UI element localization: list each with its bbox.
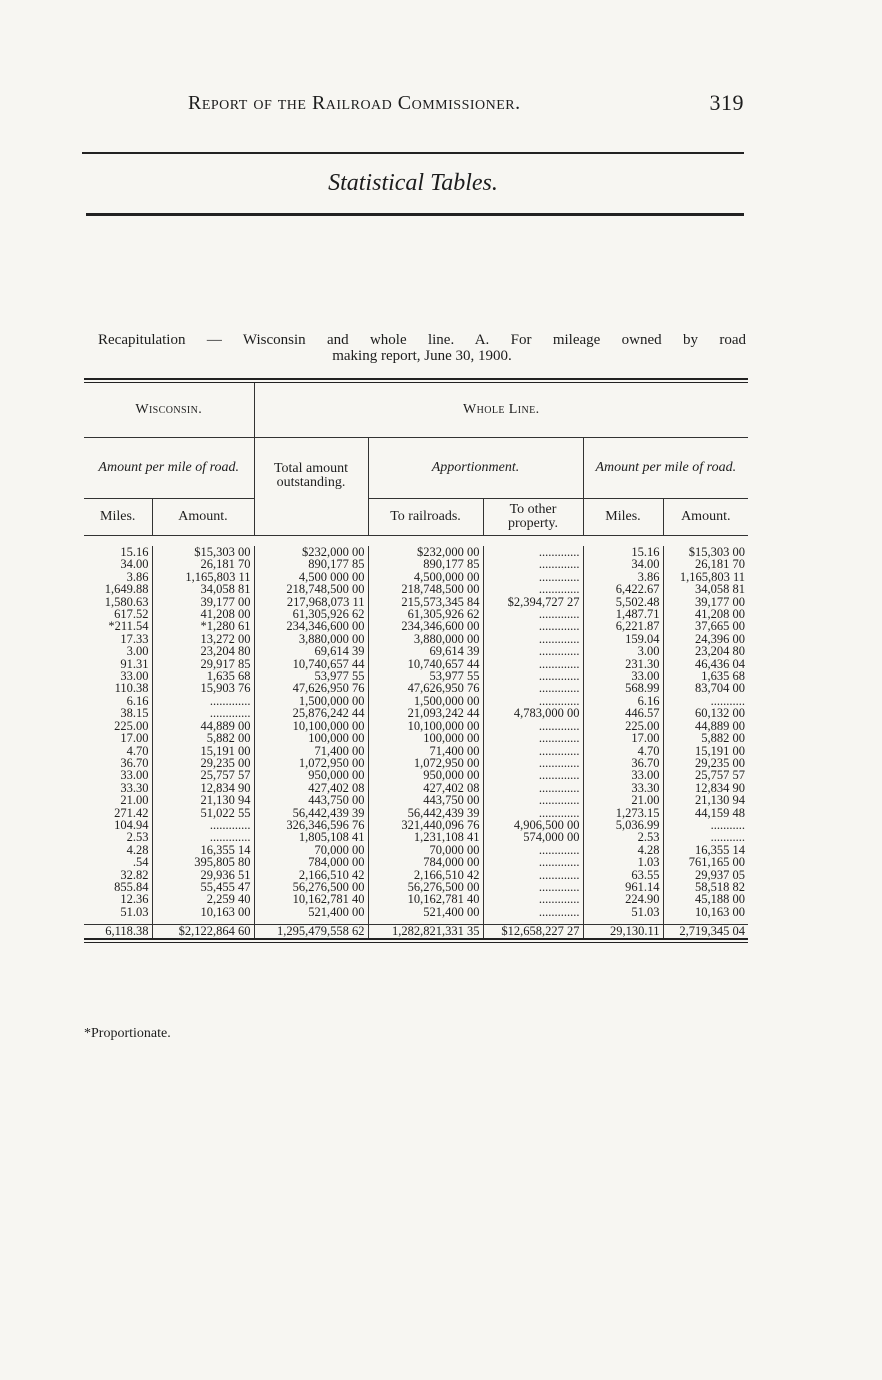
- table-cell: 4.28: [583, 844, 663, 856]
- header-apportionment: Apportionment.: [368, 438, 583, 499]
- table-row: [84, 769, 748, 781]
- table-cell: 1,805,108 41: [254, 831, 368, 843]
- table-cell: .............: [483, 658, 583, 670]
- table-cell: 100,000 00: [254, 732, 368, 744]
- recapitulation-table: [84, 383, 748, 938]
- table-cell: 34,058 81: [663, 583, 748, 595]
- table-cell: 784,000 00: [368, 856, 483, 868]
- table-cell: 61,305,926 62: [368, 608, 483, 620]
- table-cell: 1,649.88: [104, 582, 149, 597]
- table-cell: 4.70: [583, 745, 663, 757]
- table-cell: 70,000 00: [254, 844, 368, 856]
- table-cell: 39,177 00: [152, 596, 254, 608]
- table-bottom-rule: [84, 938, 748, 943]
- table-cell: 3,880,000 00: [368, 633, 483, 645]
- table-cell: 961.14: [583, 881, 663, 893]
- table-cell: 37,665 00: [663, 620, 748, 632]
- table-cell: 21,130 94: [663, 794, 748, 806]
- table-cell: 890,177 85: [254, 558, 368, 570]
- table-cell: 36.70: [583, 757, 663, 769]
- table-cell: 10,740,657 44: [368, 658, 483, 670]
- table-cell: .............: [152, 707, 254, 719]
- table-cell: 1,273.15: [583, 807, 663, 819]
- table-cell: 34.00: [583, 558, 663, 570]
- table-cell: 4.28: [126, 842, 149, 857]
- table-cell: 224.90: [583, 893, 663, 905]
- table-cell: 443,750 00: [254, 794, 368, 806]
- table-cell: 53,977 55: [254, 670, 368, 682]
- table-cell: 6,422.67: [583, 583, 663, 595]
- table-cell: 2,166,510 42: [254, 869, 368, 881]
- table-cell: 60,132 00: [663, 707, 748, 719]
- table-cell: .............: [483, 881, 583, 893]
- table-cell: 6.16: [126, 693, 149, 708]
- table-cell: 44,889 00: [663, 720, 748, 732]
- table-cell: 1,500,000 00: [254, 695, 368, 707]
- total-cell: $2,122,864 60: [152, 925, 254, 938]
- header-miles-whole: Miles.: [583, 499, 663, 536]
- table-cell: 950,000 00: [254, 769, 368, 781]
- table-cell: 443,750 00: [368, 794, 483, 806]
- table-cell: 32.82: [120, 867, 149, 882]
- table-cell: 10,163 00: [152, 906, 254, 918]
- table-cell: 15.16: [583, 546, 663, 558]
- table-cell: 761,165 00: [663, 856, 748, 868]
- table-cell: 12.36: [120, 892, 149, 907]
- table-cell: .............: [483, 695, 583, 707]
- table-cell: 34,058 81: [152, 583, 254, 595]
- table-cell: 321,440,096 76: [368, 819, 483, 831]
- header-amount-per-mile: Amount per mile of road.: [84, 438, 254, 499]
- table-cell: 38.15: [120, 706, 149, 721]
- table-cell: 6.16: [583, 695, 663, 707]
- table-cell: 26,181 70: [663, 558, 748, 570]
- table-cell: 890,177 85: [368, 558, 483, 570]
- table-cell: 4,906,500 00: [483, 819, 583, 831]
- table-cell: 784,000 00: [254, 856, 368, 868]
- table-cell: 47,626,950 76: [368, 682, 483, 694]
- total-cell: $12,658,227 27: [483, 925, 583, 938]
- table-cell: 1,580.63: [104, 594, 149, 609]
- table-cell: 41,208 00: [663, 608, 748, 620]
- table-cell: .............: [483, 856, 583, 868]
- table-cell: 23,204 80: [663, 645, 748, 657]
- header-miles: Miles.: [84, 499, 152, 536]
- table-cell: .54: [132, 855, 149, 870]
- table-cell: 29,937 05: [663, 869, 748, 881]
- table-cell: .............: [483, 633, 583, 645]
- table-cell: 56,276,500 00: [368, 881, 483, 893]
- table-cell: .............: [483, 583, 583, 595]
- table-cell: 33.00: [583, 769, 663, 781]
- table-cell: 225.00: [583, 720, 663, 732]
- table-cell: 326,346,596 76: [254, 819, 368, 831]
- table-cell: 521,400 00: [368, 906, 483, 918]
- table-cell: 10,162,781 40: [254, 893, 368, 905]
- table-cell: 56,276,500 00: [254, 881, 368, 893]
- table-cell: 25,757 57: [152, 769, 254, 781]
- table-cell: 71,400 00: [368, 745, 483, 757]
- table-cell: 3.86: [126, 569, 149, 584]
- total-cell: 1,282,821,331 35: [368, 925, 483, 938]
- table-cell: 15,191 00: [152, 745, 254, 757]
- table-cell: 3,880,000 00: [254, 633, 368, 645]
- table-cell: 12,834 90: [152, 782, 254, 794]
- report-title: Report of the Railroad Commissioner.: [188, 92, 521, 114]
- table-cell: 234,346,600 00: [254, 620, 368, 632]
- table-cell: 51.03: [583, 906, 663, 918]
- table-cell: 10,100,000 00: [254, 720, 368, 732]
- table-cell: 55,455 47: [152, 881, 254, 893]
- table-cell: ...........: [663, 831, 748, 843]
- table-body: [84, 546, 748, 925]
- table-cell: 34.00: [120, 557, 149, 572]
- table-cell: 104.94: [114, 817, 149, 832]
- table-cell: 4,783,000 00: [483, 707, 583, 719]
- table-row: [84, 732, 748, 744]
- table-cell: 1,231,108 41: [368, 831, 483, 843]
- table-cell: 21,130 94: [152, 794, 254, 806]
- header-amount: Amount.: [152, 499, 254, 536]
- table-cell: 45,188 00: [663, 893, 748, 905]
- table-cell: $232,000 00: [368, 546, 483, 558]
- table-cell: 51,022 55: [152, 807, 254, 819]
- table-cell: 159.04: [583, 633, 663, 645]
- table-cell: 36.70: [120, 755, 149, 770]
- table-cell: .............: [483, 844, 583, 856]
- table-cell: 29,235 00: [152, 757, 254, 769]
- table-cell: .............: [483, 893, 583, 905]
- table-cell: 234,346,600 00: [368, 620, 483, 632]
- section-title: Statistical Tables.: [328, 170, 498, 196]
- table-caption: [98, 332, 746, 364]
- table-row: [84, 794, 748, 806]
- total-cell: 6,118.38: [84, 925, 152, 938]
- total-cell: 2,719,345 04: [663, 925, 748, 938]
- table-cell: .............: [483, 645, 583, 657]
- table-cell: .............: [483, 720, 583, 732]
- table-cell: 47,626,950 76: [254, 682, 368, 694]
- table-cell: 15.16: [120, 545, 149, 559]
- table-cell: 56,442,439 39: [254, 807, 368, 819]
- table-cell: 46,436 04: [663, 658, 748, 670]
- table-cell: 100,000 00: [368, 732, 483, 744]
- table-cell: $2,394,727 27: [483, 596, 583, 608]
- table-cell: .............: [483, 558, 583, 570]
- caption-line-1: Recapitulation — Wisconsin and whole line. A. For mileage owned by road: [98, 332, 746, 348]
- table-cell: 25,876,242 44: [254, 707, 368, 719]
- table-cell: .............: [483, 745, 583, 757]
- table-cell: 33.30: [583, 782, 663, 794]
- table-cell: *211.54: [108, 619, 149, 634]
- table-cell: 10,162,781 40: [368, 893, 483, 905]
- header-amount-whole: Amount.: [663, 499, 748, 536]
- table-cell: 56,442,439 39: [368, 807, 483, 819]
- header-wisconsin: Wisconsin.: [135, 402, 203, 417]
- table-cell: 225.00: [114, 718, 149, 733]
- table-cell: .............: [483, 757, 583, 769]
- table-cell: 33.30: [120, 780, 149, 795]
- table-cell: 617.52: [114, 607, 149, 622]
- table-cell: .............: [483, 620, 583, 632]
- table-cell: 855.84: [114, 879, 149, 894]
- table-cell: 446.57: [583, 707, 663, 719]
- table-cell: 33.00: [120, 768, 149, 783]
- table-cell: 29,235 00: [663, 757, 748, 769]
- table-cell: 41,208 00: [152, 608, 254, 620]
- table-row: [84, 620, 748, 632]
- table-cell: .............: [483, 794, 583, 806]
- table-cell: 2.53: [583, 831, 663, 843]
- table-row: [84, 893, 748, 905]
- table-cell: .............: [483, 571, 583, 583]
- total-cell: 1,295,479,558 62: [254, 925, 368, 938]
- table-cell: .............: [483, 906, 583, 918]
- table-cell: 3.00: [126, 644, 149, 659]
- table-cell: 21.00: [120, 793, 149, 808]
- table-cell: 427,402 08: [254, 782, 368, 794]
- table-row: [84, 906, 748, 918]
- table-cell: 13,272 00: [152, 633, 254, 645]
- table-cell: 568.99: [583, 682, 663, 694]
- table-cell: 110.38: [114, 681, 149, 696]
- table-cell: .............: [483, 670, 583, 682]
- table-cell: 4,500 000 00: [254, 571, 368, 583]
- table-cell: $232,000 00: [254, 546, 368, 558]
- table-cell: 33.00: [583, 670, 663, 682]
- table-cell: 15,903 76: [152, 682, 254, 694]
- table-cell: 12,834 90: [663, 782, 748, 794]
- table-cell: 15,191 00: [663, 745, 748, 757]
- header-to-railroads: To railroads.: [368, 499, 483, 536]
- table-cell: 51.03: [120, 904, 149, 919]
- table-cell: 4.70: [126, 743, 149, 758]
- table-cell: .............: [483, 732, 583, 744]
- table-cell: .............: [483, 782, 583, 794]
- table-cell: 3.00: [583, 645, 663, 657]
- table-cell: 215,573,345 84: [368, 596, 483, 608]
- table-cell: 271.42: [114, 805, 149, 820]
- table-cell: 1,635 68: [152, 670, 254, 682]
- table-cell: 1,165,803 11: [152, 571, 254, 583]
- table-cell: 427,402 08: [368, 782, 483, 794]
- table-cell: 83,704 00: [663, 682, 748, 694]
- table-cell: 29,936 51: [152, 869, 254, 881]
- table-cell: 1,635 68: [663, 670, 748, 682]
- table-cell: *1,280 61: [152, 620, 254, 632]
- table-cell: 69,614 39: [254, 645, 368, 657]
- table-cell: 10,100,000 00: [368, 720, 483, 732]
- header-amount-per-mile-whole: Amount per mile of road.: [583, 438, 748, 499]
- footnote: *Proportionate.: [84, 1026, 171, 1041]
- table-cell: 10,163 00: [663, 906, 748, 918]
- table-cell: 44,159 48: [663, 807, 748, 819]
- table-cell: 71,400 00: [254, 745, 368, 757]
- section-rule: [86, 213, 744, 216]
- table-cell: 6,221.87: [583, 620, 663, 632]
- table-cell: 3.86: [583, 571, 663, 583]
- table-cell: .............: [483, 769, 583, 781]
- table-cell: $15,303 00: [152, 546, 254, 558]
- page-number: 319: [709, 90, 744, 115]
- table-cell: 39,177 00: [663, 596, 748, 608]
- table-row: [84, 682, 748, 694]
- table-cell: .............: [483, 608, 583, 620]
- table-cell: .............: [483, 546, 583, 558]
- table-cell: 53,977 55: [368, 670, 483, 682]
- table-cell: .............: [483, 869, 583, 881]
- table-cell: 61,305,926 62: [254, 608, 368, 620]
- table-cell: 23,204 80: [152, 645, 254, 657]
- table-cell: .............: [483, 682, 583, 694]
- table-cell: .............: [152, 831, 254, 843]
- table-cell: 5,502.48: [583, 596, 663, 608]
- table-cell: 1.03: [583, 856, 663, 868]
- table-cell: 217,968,073 11: [254, 596, 368, 608]
- recapitulation-table-wrapper: [84, 378, 748, 943]
- table-cell: 91.31: [120, 656, 149, 671]
- table-cell: 33.00: [120, 669, 149, 684]
- table-cell: 1,072,950 00: [368, 757, 483, 769]
- table-cell: 1,165,803 11: [663, 571, 748, 583]
- table-cell: ...........: [663, 695, 748, 707]
- table-cell: 44,889 00: [152, 720, 254, 732]
- table-cell: 17.00: [583, 732, 663, 744]
- table-cell: 58,518 82: [663, 881, 748, 893]
- table-cell: 21,093,242 44: [368, 707, 483, 719]
- table-cell: 1,500,000 00: [368, 695, 483, 707]
- table-cell: 2,166,510 42: [368, 869, 483, 881]
- table-cell: 25,757 57: [663, 769, 748, 781]
- table-cell: 5,882 00: [152, 732, 254, 744]
- totals-row: [84, 925, 748, 938]
- table-cell: 17.00: [120, 731, 149, 746]
- table-row: [84, 583, 748, 595]
- table-cell: 574,000 00: [483, 831, 583, 843]
- table-cell: 63.55: [583, 869, 663, 881]
- table-cell: 395,805 80: [152, 856, 254, 868]
- table-cell: 4,500,000 00: [368, 571, 483, 583]
- table-cell: 70,000 00: [368, 844, 483, 856]
- table-row: [84, 707, 748, 719]
- table-cell: 231.30: [583, 658, 663, 670]
- table-cell: 69,614 39: [368, 645, 483, 657]
- table-cell: 29,917 85: [152, 658, 254, 670]
- table-cell: 1,487.71: [583, 608, 663, 620]
- header-to-other-property: To other property.: [483, 499, 583, 536]
- table-row: [84, 558, 748, 570]
- header-whole-line: Whole Line.: [254, 383, 748, 438]
- table-cell: 21.00: [583, 794, 663, 806]
- top-rule: [82, 152, 744, 154]
- table-cell: .............: [152, 695, 254, 707]
- table-cell: 2.53: [126, 830, 149, 845]
- table-cell: 16,355 14: [152, 844, 254, 856]
- table-cell: 5,036.99: [583, 819, 663, 831]
- caption-line-2: making report, June 30, 1900.: [332, 348, 512, 364]
- total-cell: 29,130.11: [583, 925, 663, 938]
- table-cell: .............: [483, 807, 583, 819]
- table-cell: 26,181 70: [152, 558, 254, 570]
- table-cell: $15,303 00: [663, 546, 748, 558]
- table-cell: 16,355 14: [663, 844, 748, 856]
- table-cell: 10,740,657 44: [254, 658, 368, 670]
- table-cell: .............: [152, 819, 254, 831]
- table-row: [84, 831, 748, 843]
- table-cell: ...........: [663, 819, 748, 831]
- table-cell: 17.33: [120, 631, 149, 646]
- table-cell: 218,748,500 00: [368, 583, 483, 595]
- table-cell: 521,400 00: [254, 906, 368, 918]
- table-cell: 5,882 00: [663, 732, 748, 744]
- table-row: [84, 645, 748, 657]
- header-total-amount: Total amount outstanding.: [254, 438, 368, 536]
- table-cell: 1,072,950 00: [254, 757, 368, 769]
- table-cell: 2,259 40: [152, 893, 254, 905]
- table-cell: 950,000 00: [368, 769, 483, 781]
- table-cell: 24,396 00: [663, 633, 748, 645]
- table-row: [84, 856, 748, 868]
- table-cell: 218,748,500 00: [254, 583, 368, 595]
